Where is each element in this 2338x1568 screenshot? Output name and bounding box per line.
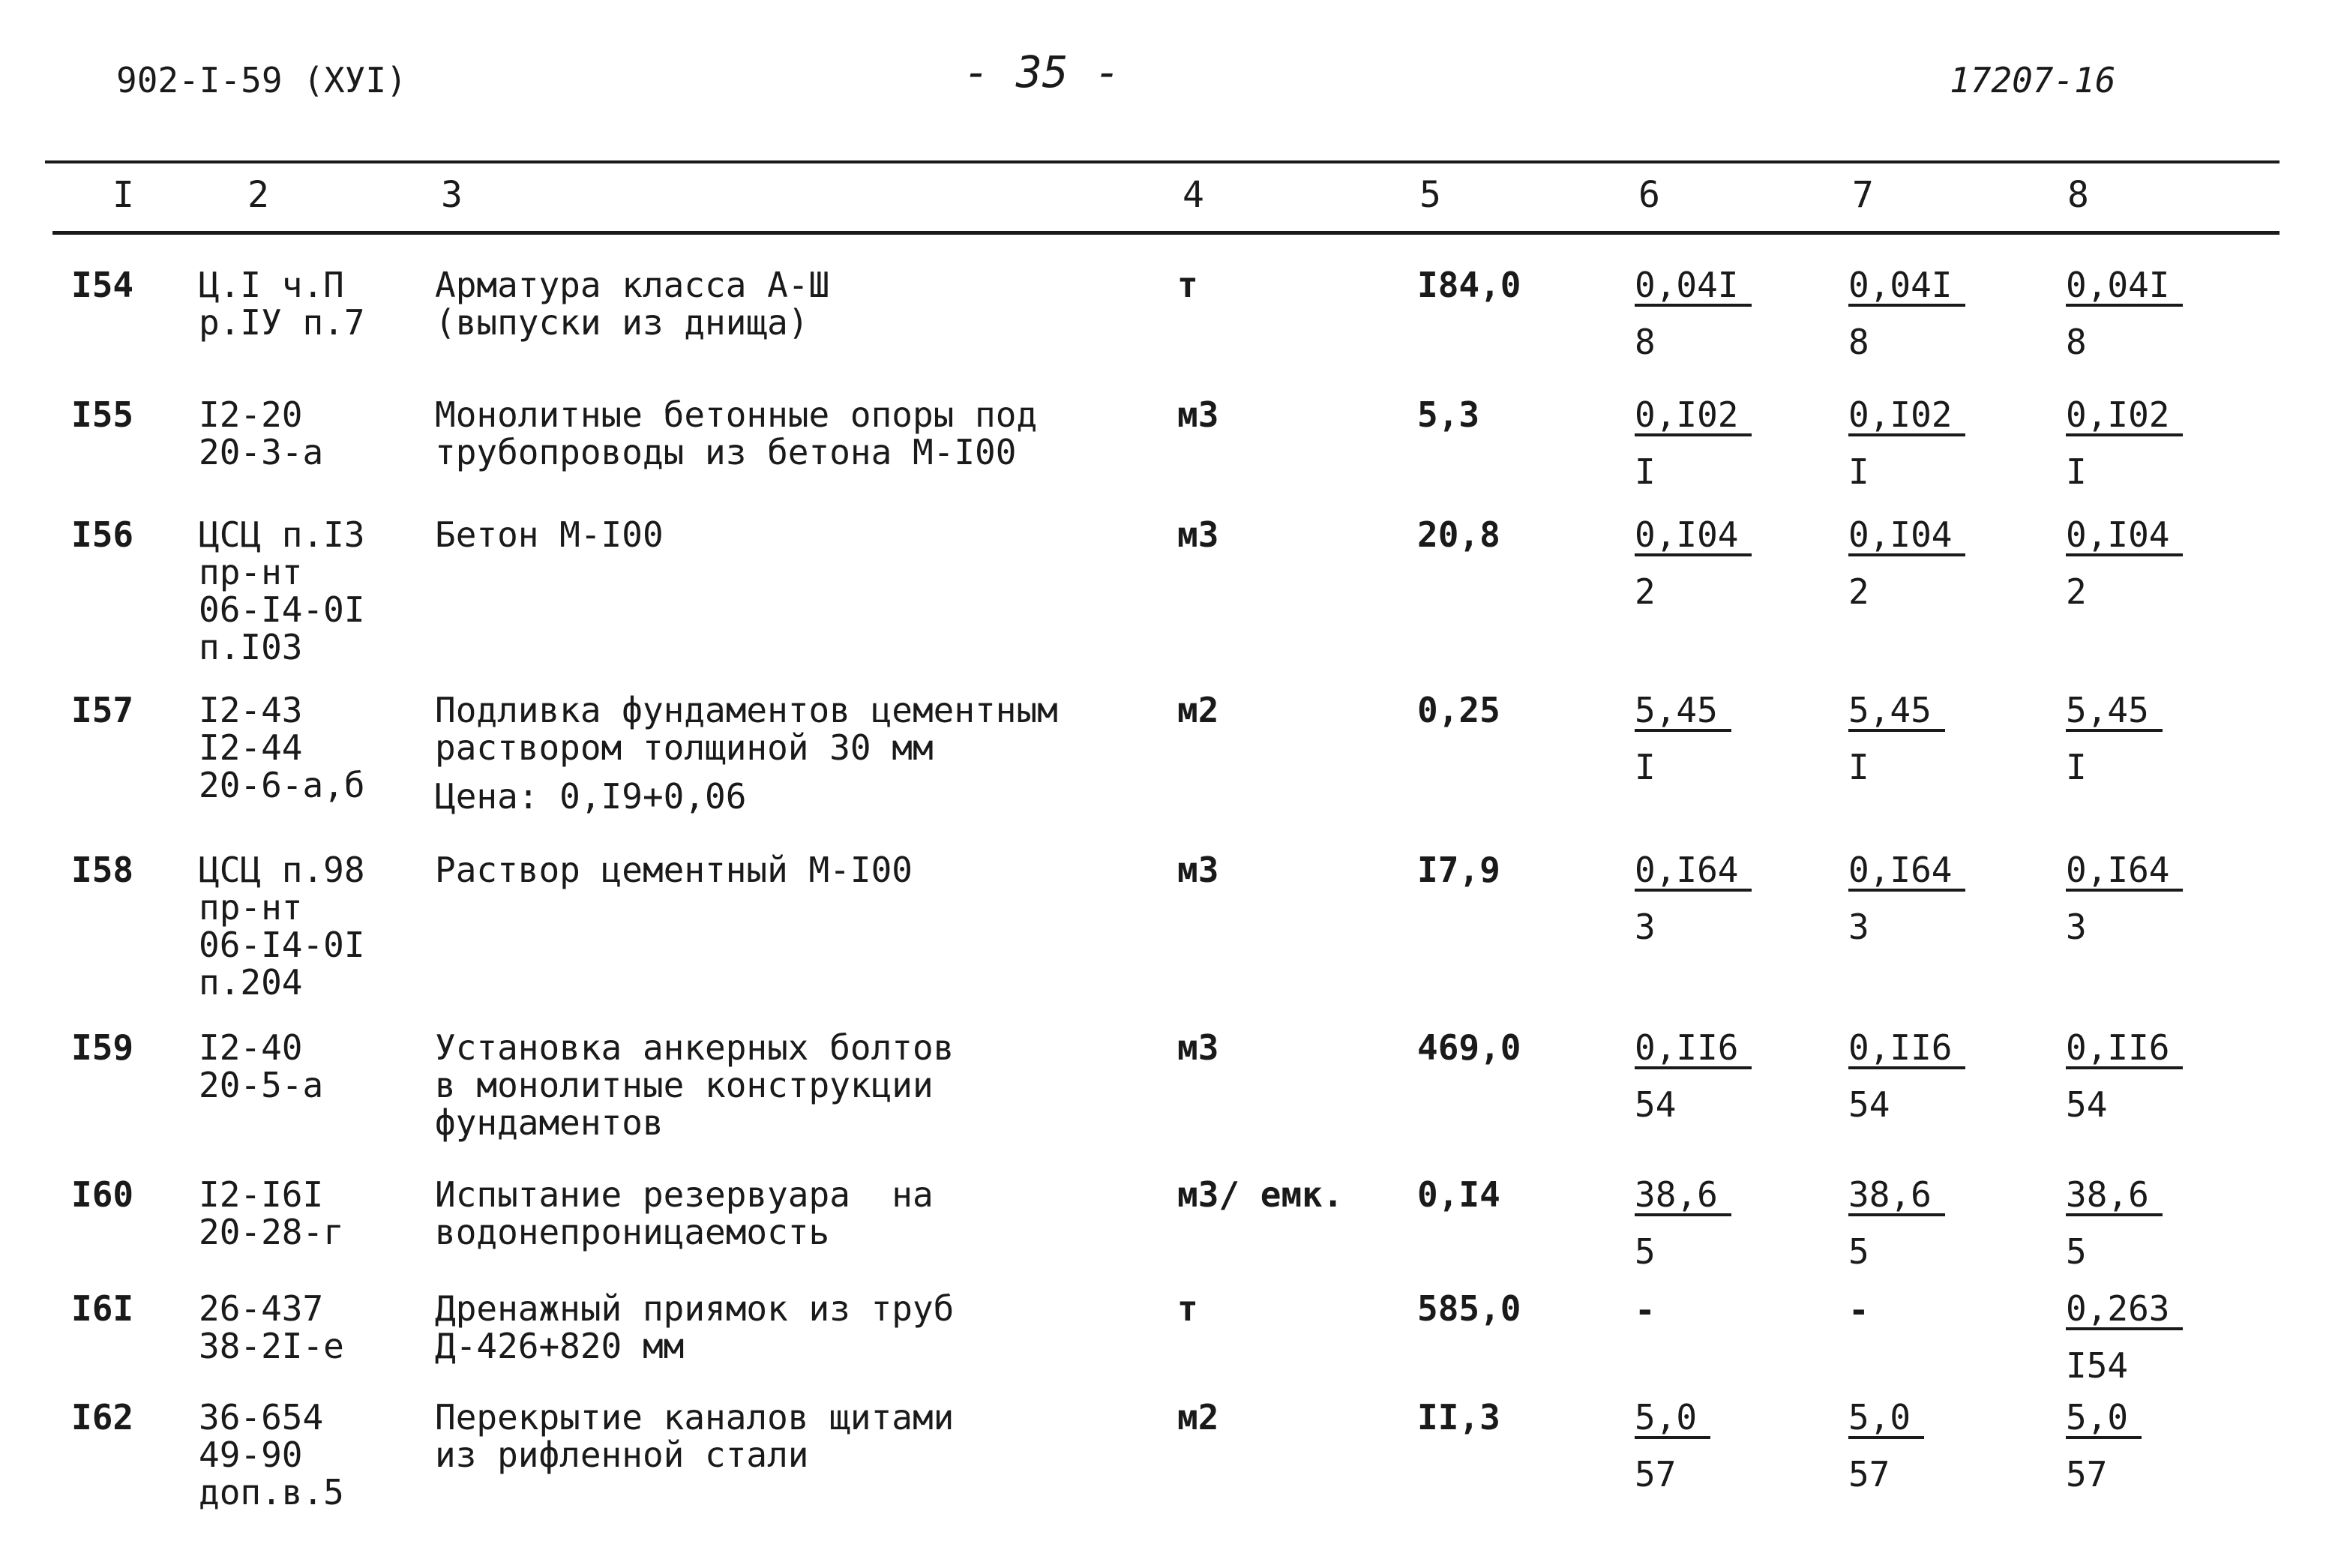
work-description: Установка анкерных болтов в монолитные конструкции фундаментов [435, 1027, 955, 1143]
column-header-5: 5 [1419, 174, 1441, 216]
fraction-denominator: I [1635, 451, 1656, 492]
fraction-denominator: I [1848, 747, 1869, 787]
fraction-denominator: 5 [1848, 1231, 1869, 1272]
unit: м2 [1177, 1397, 1219, 1438]
quantity: II,3 [1417, 1397, 1500, 1438]
fraction-denominator: I [1848, 451, 1869, 492]
top-rule [45, 160, 2280, 163]
value-col-8 [2066, 851, 2183, 946]
row-number: I58 [71, 850, 134, 890]
unit: т [1177, 265, 1198, 305]
fraction-numerator: 38,6 [1848, 1176, 1945, 1216]
unit: м2 [1177, 690, 1219, 730]
norm-code: 26-437 38-2I-е [199, 1288, 344, 1366]
fraction-numerator: 0,I02 [1635, 396, 1752, 436]
row-number: I57 [71, 690, 134, 730]
fraction-denominator: 8 [1635, 322, 1656, 362]
quantity: 5,3 [1417, 394, 1480, 435]
fraction-numerator: 0,II6 [2066, 1029, 2183, 1069]
value-col-7 [1848, 1029, 1965, 1123]
quantity: I7,9 [1417, 850, 1500, 890]
column-header-8: 8 [2067, 174, 2089, 216]
value-col-6: - [1635, 1290, 1656, 1330]
value-col-6 [1635, 516, 1752, 610]
value-col-8 [2066, 1029, 2183, 1123]
fraction-denominator: I [2066, 747, 2087, 787]
fraction-denominator: 8 [1848, 322, 1869, 362]
value-col-8 [2066, 691, 2163, 786]
fraction-numerator: 5,45 [2066, 691, 2163, 732]
fraction-denominator: 54 [1635, 1084, 1677, 1125]
row-number: I62 [71, 1397, 134, 1438]
fraction-numerator: 0,263 [2066, 1290, 2183, 1330]
value-col-6 [1635, 396, 1752, 490]
column-header-7: 7 [1852, 174, 1874, 216]
column-header-3: 3 [441, 174, 463, 216]
fraction-numerator: 0,04I [1848, 266, 1965, 307]
fraction-numerator: 0,04I [2066, 266, 2183, 307]
work-description: Подливка фундаментов цементным раствором толщиной 30 мм [435, 690, 1058, 768]
quantity: I84,0 [1417, 265, 1521, 305]
quantity: 0,I4 [1417, 1174, 1500, 1215]
column-header-4: 4 [1182, 174, 1204, 216]
fraction-denominator: 8 [2066, 322, 2087, 362]
quantity: 585,0 [1417, 1288, 1521, 1329]
work-description: Бетон М-I00 [435, 514, 664, 555]
fraction-denominator: 57 [2066, 1454, 2108, 1495]
value-col-7: - [1848, 1290, 1869, 1330]
fraction-numerator: 5,45 [1848, 691, 1945, 732]
value-col-7 [1848, 691, 1945, 786]
fraction-numerator: 0,I04 [1635, 516, 1752, 556]
fraction-numerator: 38,6 [1635, 1176, 1731, 1216]
fraction-denominator: 57 [1635, 1454, 1677, 1495]
value-col-6 [1635, 691, 1731, 786]
unit: м3 [1177, 514, 1219, 555]
column-header-6: 6 [1638, 174, 1660, 216]
document-code: 902-I-59 (XУI) [116, 60, 407, 100]
work-description: Арматура класса А-Ш (выпуски из днища) [435, 265, 830, 343]
value-col-6 [1635, 1176, 1731, 1270]
fraction-numerator: 0,II6 [1848, 1029, 1965, 1069]
fraction-denominator: 57 [1848, 1454, 1890, 1495]
fraction-numerator: 0,II6 [1635, 1029, 1752, 1069]
quantity: 20,8 [1417, 514, 1500, 555]
fraction-denominator: I [2066, 451, 2087, 492]
fraction-numerator: 0,I64 [1635, 851, 1752, 892]
row-number: I56 [71, 514, 134, 555]
norm-code: Ц.I ч.П р.IУ п.7 [199, 265, 365, 343]
norm-code: I2-20 20-3-а [199, 394, 324, 472]
value-col-7 [1848, 396, 1965, 490]
column-header-2: 2 [247, 174, 269, 216]
value-col-8 [2066, 396, 2183, 490]
value-col-8 [2066, 266, 2183, 361]
value-col-6 [1635, 266, 1752, 361]
unit: м3 [1177, 394, 1219, 435]
fraction-denominator: 2 [1848, 571, 1869, 612]
fraction-numerator: 0,04I [1635, 266, 1752, 307]
fraction-denominator: I [1635, 747, 1656, 787]
fraction-denominator: 5 [2066, 1231, 2087, 1272]
norm-code: 36-654 49-90 доп.в.5 [199, 1397, 344, 1513]
value-col-7 [1848, 1176, 1945, 1270]
header-rule [52, 231, 2280, 235]
column-header-1: I [112, 174, 134, 216]
row-number: I59 [71, 1027, 134, 1068]
fraction-denominator: 54 [2066, 1084, 2108, 1125]
fraction-numerator: 5,0 [2066, 1399, 2142, 1439]
page-number: - 35 - [964, 46, 1121, 97]
unit: м3/ емк. [1177, 1174, 1344, 1215]
fraction-numerator: 5,0 [1848, 1399, 1924, 1439]
fraction-denominator: 5 [1635, 1231, 1656, 1272]
fraction-denominator: 3 [1635, 907, 1656, 947]
row-number: I6I [71, 1288, 134, 1329]
value-col-8 [2066, 1290, 2183, 1384]
value-col-6 [1635, 1029, 1752, 1123]
fraction-denominator: 2 [2066, 571, 2087, 612]
value-col-8 [2066, 516, 2183, 610]
fraction-numerator: 0,I64 [2066, 851, 2183, 892]
row-number: I54 [71, 265, 134, 305]
sheet-number: 17207-16 [1950, 60, 2116, 100]
value-col-7 [1848, 851, 1965, 946]
value-col-7 [1848, 266, 1965, 361]
row-number: I55 [71, 394, 134, 435]
fraction-denominator: 3 [2066, 907, 2087, 947]
quantity: 0,25 [1417, 690, 1500, 730]
work-description: Раствор цементный М-I00 [435, 850, 913, 890]
norm-code: I2-I6I 20-28-г [199, 1174, 344, 1252]
fraction-numerator: 38,6 [2066, 1176, 2163, 1216]
work-description: Монолитные бетонные опоры под трубопроводы из бетона М-I00 [435, 394, 1038, 472]
fraction-denominator: 3 [1848, 907, 1869, 947]
quantity: 469,0 [1417, 1027, 1521, 1068]
fraction-numerator: 0,I04 [1848, 516, 1965, 556]
value-col-8 [2066, 1399, 2142, 1493]
fraction-numerator: 0,I02 [1848, 396, 1965, 436]
fraction-numerator: 5,45 [1635, 691, 1731, 732]
fraction-denominator: 54 [1848, 1084, 1890, 1125]
fraction-denominator: I54 [2066, 1345, 2129, 1386]
unit: м3 [1177, 1027, 1219, 1068]
value-col-6 [1635, 1399, 1710, 1493]
fraction-numerator: 0,I64 [1848, 851, 1965, 892]
price-note: Цена: 0,I9+0,06 [435, 776, 747, 817]
work-description: Испытание резервуара на водонепроницаемость [435, 1174, 934, 1252]
value-col-7 [1848, 1399, 1924, 1493]
unit: т [1177, 1288, 1198, 1329]
fraction-numerator: 0,I02 [2066, 396, 2183, 436]
norm-code: ЦСЦ п.I3 пр-нт 06-I4-0I п.I03 [199, 514, 365, 667]
value-col-6 [1635, 851, 1752, 946]
fraction-numerator: 5,0 [1635, 1399, 1710, 1439]
value-col-7 [1848, 516, 1965, 610]
work-description: Перекрытие каналов щитами из рифленной стали [435, 1397, 955, 1475]
value-col-8 [2066, 1176, 2163, 1270]
row-number: I60 [71, 1174, 134, 1215]
norm-code: ЦСЦ п.98 пр-нт 06-I4-0I п.204 [199, 850, 365, 1003]
fraction-denominator: 2 [1635, 571, 1656, 612]
norm-code: I2-40 20-5-а [199, 1027, 324, 1105]
norm-code: I2-43 I2-44 20-6-а,б [199, 690, 365, 805]
work-description: Дренажный приямок из труб Д-426+820 мм [435, 1288, 955, 1366]
unit: м3 [1177, 850, 1219, 890]
fraction-numerator: 0,I04 [2066, 516, 2183, 556]
